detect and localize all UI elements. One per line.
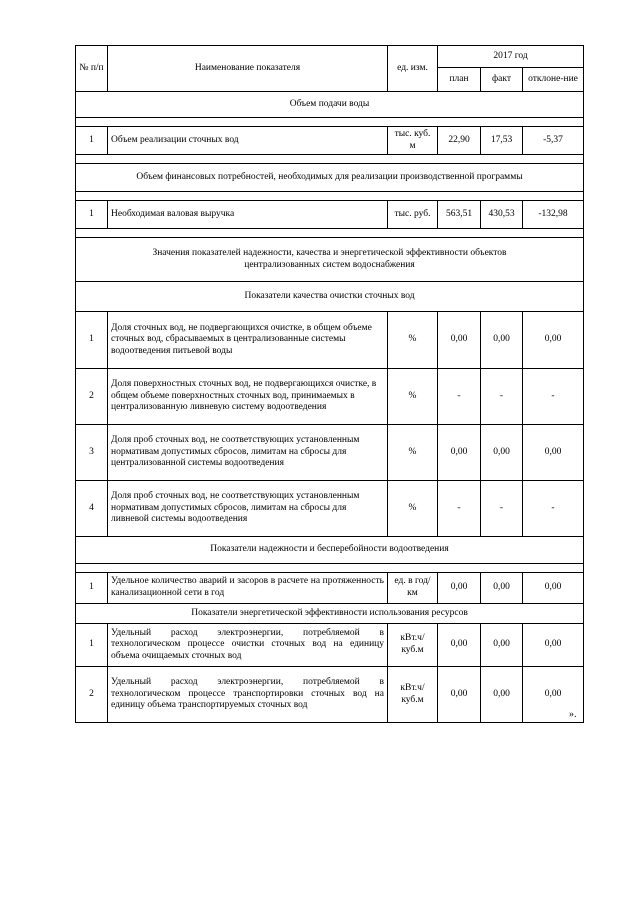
row-fact: 0,00 [481, 624, 523, 667]
row-unit: кВт.ч/ куб.м [388, 624, 438, 667]
closing-quote: ». [569, 709, 577, 720]
row-name: Необходимая валовая выручка [108, 201, 388, 229]
row-plan: 0,00 [438, 667, 481, 723]
section-title-row [76, 92, 584, 118]
section-title-row [76, 604, 584, 624]
spacer-row [76, 564, 584, 573]
row-unit: кВт.ч/ куб.м [388, 667, 438, 723]
production-program-table [75, 45, 584, 723]
table-row [76, 481, 584, 537]
row-fact: 0,00 [481, 312, 523, 369]
section-title-row [76, 282, 584, 312]
row-fact: 0,00 [481, 425, 523, 481]
row-fact: - [481, 481, 523, 537]
row-deviation: - [523, 481, 584, 537]
header-plan: план [438, 68, 481, 92]
table-row [76, 127, 584, 155]
table-row [76, 667, 584, 723]
row-name: Доля поверхностных сточных вод, не подвергающихся очистке, в общем объеме поверхностных сточных вод, принимаемых в централизованную ливневую систему водоотведения [108, 369, 388, 425]
section-title-row [76, 238, 584, 282]
row-deviation: 0,00 [523, 312, 584, 369]
row-fact: 0,00 [481, 573, 523, 604]
table-header-row [76, 46, 584, 68]
row-plan: 0,00 [438, 624, 481, 667]
header-year: 2017 год [438, 46, 584, 68]
table-row [76, 201, 584, 229]
row-fact: - [481, 369, 523, 425]
row-plan: 22,90 [438, 127, 481, 155]
row-num: 1 [76, 127, 108, 155]
table-row [76, 369, 584, 425]
section-title: Объем финансовых потребностей, необходимых для реализации производственной программы [76, 164, 584, 192]
row-deviation: 0,00 [523, 573, 584, 604]
row-deviation: 0,00 [523, 425, 584, 481]
row-num: 1 [76, 573, 108, 604]
spacer-row [76, 192, 584, 201]
spacer-row [76, 229, 584, 238]
row-num: 2 [76, 667, 108, 723]
row-fact: 430,53 [481, 201, 523, 229]
row-plan: 0,00 [438, 573, 481, 604]
section-title-row [76, 164, 584, 192]
row-deviation: -5,37 [523, 127, 584, 155]
row-plan: 0,00 [438, 425, 481, 481]
row-name: Удельный расход электроэнергии, потребляемой в технологическом процессе транспортировки сточных вод на единицу объема транспортируемых сточных вод [108, 667, 388, 723]
header-fact: факт [481, 68, 523, 92]
table-row [76, 573, 584, 604]
spacer-row [76, 155, 584, 164]
row-unit: % [388, 312, 438, 369]
table-row [76, 624, 584, 667]
row-fact: 0,00 [481, 667, 523, 723]
row-num: 2 [76, 369, 108, 425]
header-name: Наименование показателя [108, 46, 388, 92]
row-num: 1 [76, 624, 108, 667]
table-row [76, 425, 584, 481]
row-num: 4 [76, 481, 108, 537]
row-unit: % [388, 369, 438, 425]
row-name: Объем реализации сточных вод [108, 127, 388, 155]
row-name: Доля проб сточных вод, не соответствующих установленным нормативам допустимых сбросов, лимитам на сбросы для централизованной системы водоотведения [108, 425, 388, 481]
row-plan: - [438, 481, 481, 537]
row-fact: 17,53 [481, 127, 523, 155]
row-name: Доля проб сточных вод, не соответствующих установленным нормативам допустимых сбросов, лимитам на сбросы для ливневой системы водоотведения [108, 481, 388, 537]
row-unit: тыс. куб. м [388, 127, 438, 155]
row-name: Удельное количество аварий и засоров в расчете на протяженность канализационной сети в год [108, 573, 388, 604]
row-deviation: - [523, 369, 584, 425]
row-num: 1 [76, 201, 108, 229]
section-title: Показатели качества очистки сточных вод [76, 282, 584, 312]
row-unit: тыс. руб. [388, 201, 438, 229]
row-name: Удельный расход электроэнергии, потребляемой в технологическом процессе очистки сточных вод на единицу объема очищаемых сточных вод [108, 624, 388, 667]
spacer-row [76, 118, 584, 127]
row-num: 1 [76, 312, 108, 369]
header-unit: ед. изм. [388, 46, 438, 92]
section-title: Объем подачи воды [76, 92, 584, 118]
row-deviation: 0,00 [523, 624, 584, 667]
row-plan: 563,51 [438, 201, 481, 229]
row-deviation: 0,00 [523, 667, 584, 723]
section-title: Показатели надежности и бесперебойности водоотведения [76, 537, 584, 564]
row-unit: % [388, 481, 438, 537]
row-name: Доля сточных вод, не подвергающихся очистке, в общем объеме сточных вод, сбрасываемых в централизованные системы водоотведения питьевой воды [108, 312, 388, 369]
table-row [76, 312, 584, 369]
row-unit: ед. в год/ км [388, 573, 438, 604]
section-title-row [76, 537, 584, 564]
row-unit: % [388, 425, 438, 481]
header-num: № п/п [76, 46, 108, 92]
row-num: 3 [76, 425, 108, 481]
row-plan: - [438, 369, 481, 425]
header-deviation: отклоне-ние [523, 68, 584, 92]
row-plan: 0,00 [438, 312, 481, 369]
section-title: Значения показателей надежности, качества и энергетической эффективности объектов централизованных систем водоснабжения [76, 238, 584, 282]
section-title: Показатели энергетической эффективности использования ресурсов [76, 604, 584, 624]
row-deviation: -132,98 [523, 201, 584, 229]
